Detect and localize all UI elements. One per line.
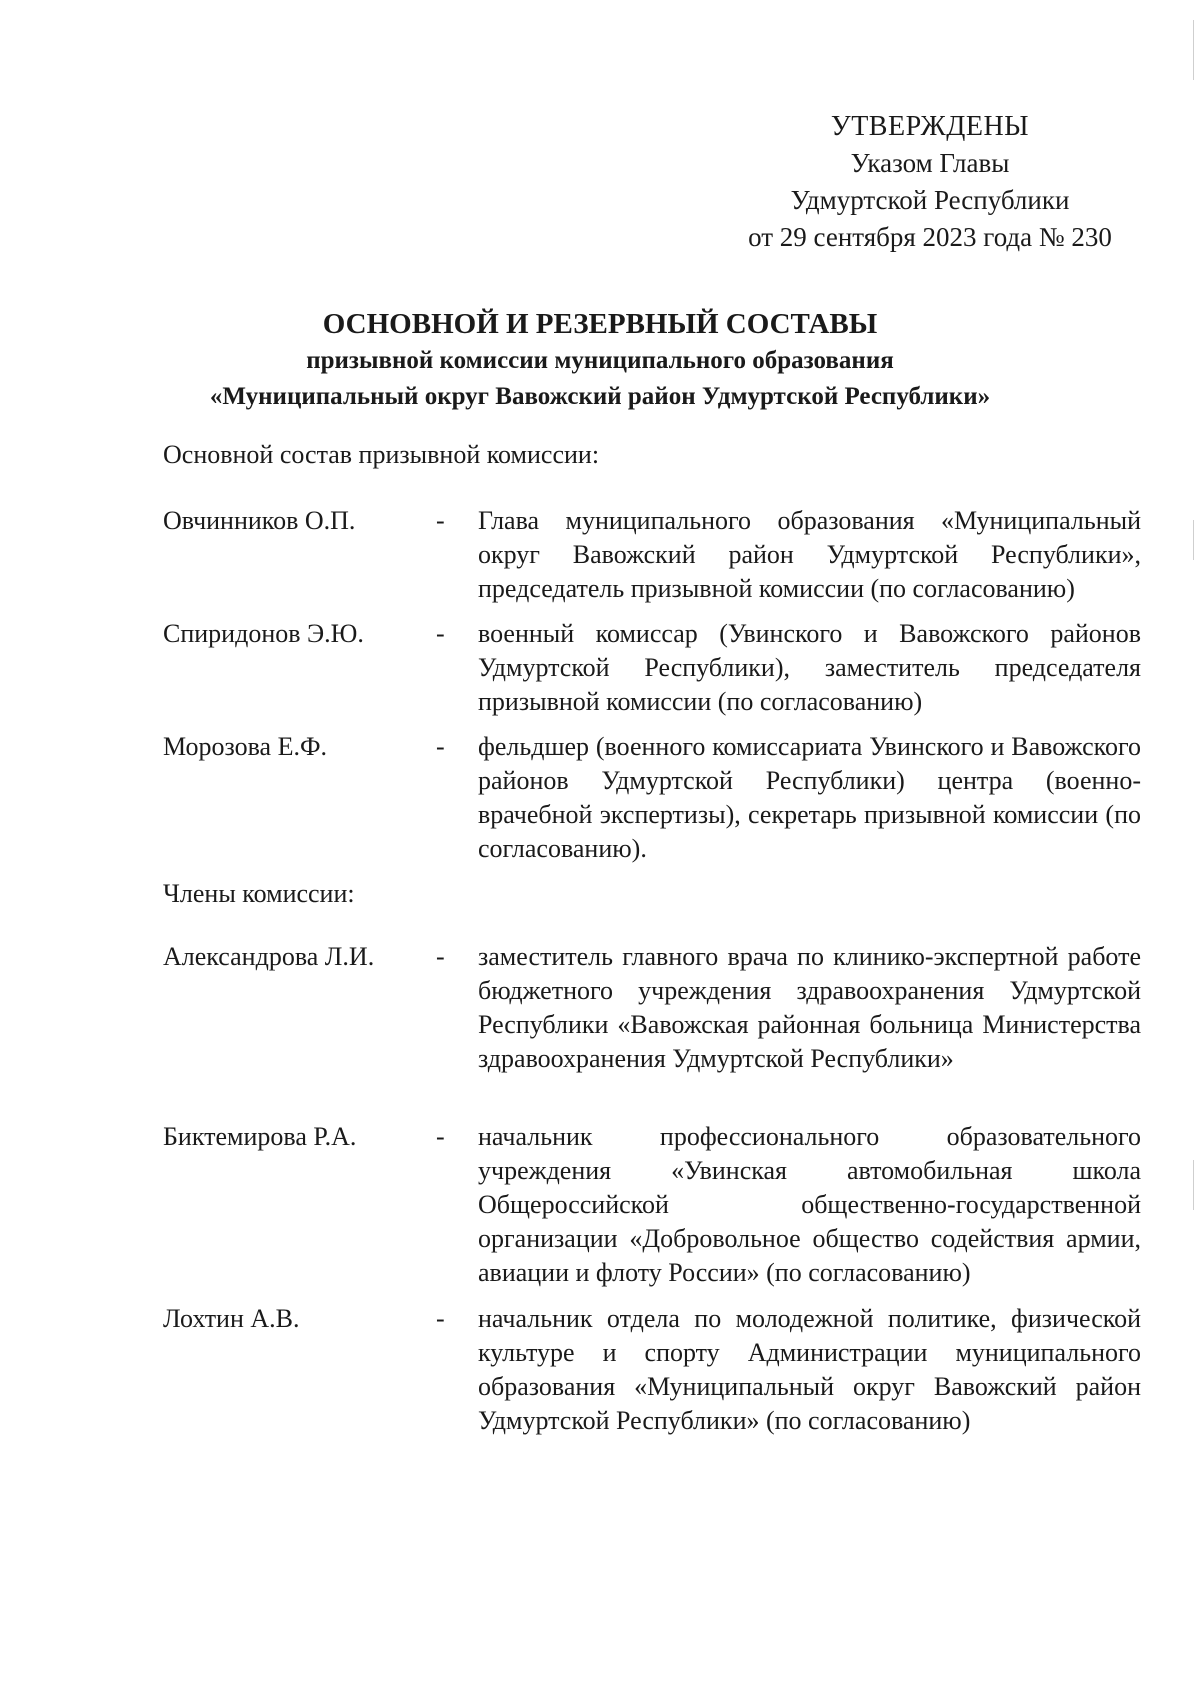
approval-line-decree: Указом Главы <box>850 148 1010 178</box>
member-name: Биктемирова Р.А. <box>163 1122 357 1151</box>
member-dash: - <box>436 942 445 971</box>
member-dash: - <box>436 732 445 761</box>
member-description: Глава муниципального образования «Муниципальный округ Вавожский район Удмуртской Республики», председатель призывной комиссии (по согласованию) <box>478 506 1141 603</box>
main-section-heading: Основной состав призывной комиссии: <box>163 440 600 469</box>
document-title <box>120 305 1080 415</box>
title-main: ОСНОВНОЙ И РЕЗЕРВНЫЙ СОСТАВЫ <box>322 308 878 340</box>
member-dash: - <box>436 1304 445 1333</box>
title-subtitle-1: призывной комиссии муниципального образования <box>306 347 894 374</box>
member-name: Лохтин А.В. <box>163 1304 300 1333</box>
approval-line-republic: Удмуртской Республики <box>790 185 1070 215</box>
member-name: Спиридонов Э.Ю. <box>163 619 364 648</box>
member-dash: - <box>436 1122 445 1151</box>
member-description: заместитель главного врача по клинико-экспертной работе бюджетного учреждения здравоохранения Удмуртской Республики «Вавожская районная больница Министерства здравоохранения Удмуртской Республики» <box>478 942 1141 1073</box>
scan-edge-mark <box>1193 20 1194 80</box>
member-dash: - <box>436 506 445 535</box>
members-section-heading: Члены комиссии: <box>163 879 355 908</box>
approval-stamp <box>720 108 1140 256</box>
member-name: Морозова Е.Ф. <box>163 732 327 761</box>
approval-line-date: от 29 сентября 2023 года № 230 <box>748 222 1112 252</box>
member-description: фельдшер (военного комиссариата Увинского и Вавожского районов Удмуртской Республики) центра (военно-врачебной экспертизы), секретарь призывной комиссии (по согласованию). <box>478 732 1141 863</box>
member-dash: - <box>436 619 445 648</box>
member-description: военный комиссар (Увинского и Вавожского районов Удмуртской Республики), заместитель председателя призывной комиссии (по согласованию) <box>478 619 1141 716</box>
member-description: начальник профессионального образовательного учреждения «Увинская автомобильная школа Общероссийской общественно-государственной организации «Добровольное общество содействия армии, авиации и флоту России» (по согласованию) <box>478 1122 1141 1287</box>
member-description: начальник отдела по молодежной политике, физической культуре и спорту Администрации муниципального образования «Муниципальный округ Вавожский район Удмуртской Республики» (по согласованию) <box>478 1304 1141 1435</box>
member-name: Александрова Л.И. <box>163 942 375 971</box>
member-name: Овчинников О.П. <box>163 506 356 535</box>
scan-edge-mark <box>1193 1160 1194 1210</box>
title-subtitle-2: «Муниципальный округ Вавожский район Удмуртской Республики» <box>209 383 991 410</box>
scan-edge-mark <box>1193 520 1194 560</box>
approval-line-approved: УТВЕРЖДЕНЫ <box>830 111 1030 142</box>
